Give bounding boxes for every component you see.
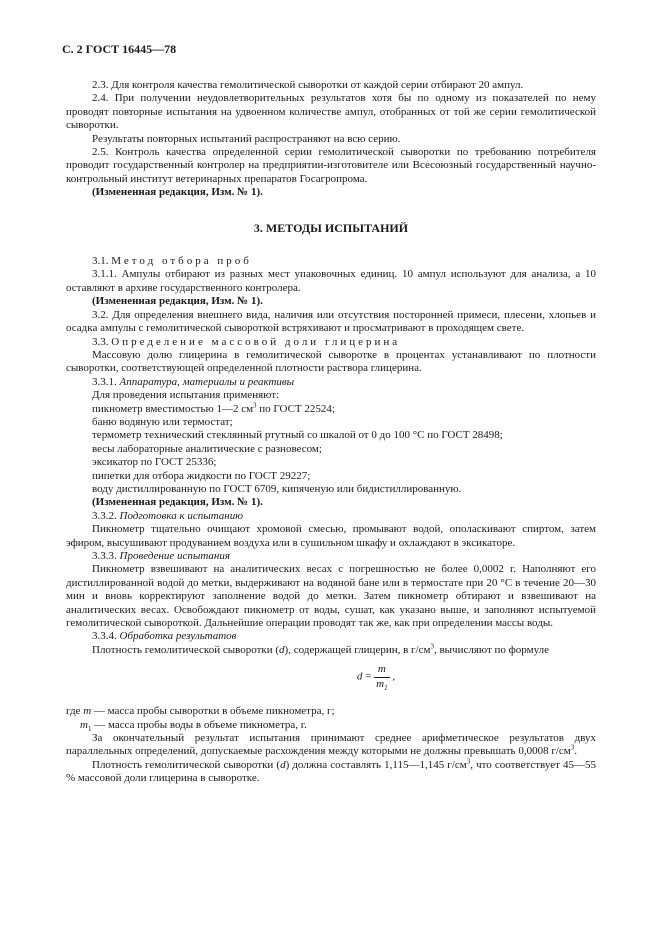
clause-title: Обработка результатов [119, 630, 237, 643]
clause-title: Проведение испытания [119, 550, 230, 562]
clause-2-5: 2.5. Контроль качества определенной серии гемолитической сыворотки по требованию потребителя проводит государственный контролер на предприятии-изготовителе или Всесоюзный государственный научно-контрольный институт ветеринарных препаратов Госагропрома. [66, 146, 596, 185]
clause-2-4: 2.4. При получении неудовлетворительных результатов хотя бы по одному из показателей по нему проводят повторные испытания на удвоенном количестве ампул, отобранных от той же серии гемолитической сыворотки. [66, 92, 596, 132]
amendment-note: (Измененная редакция, Изм. № 1). [92, 295, 263, 308]
equipment-item: баню водяную или термостат; [92, 415, 233, 428]
clause-3-3-3: Пикнометр взвешивают на аналитических весах с погрешностью не более 0,0002 г. Наполняют его дистиллированной водой до метки, выдерживают на водяной бане или в термостате при 20 °С в течение 20—30 мин и вновь корректируют заполнение водой до метки. Затем пикнометр обтирают и взвешивают на аналитических весах. Освобождают пикнометр от воды, сушат, как указано выше, и заполняют испытуемой гемолитической сывороткой. Дальнейшие операции проводят так же, как при определении массы воды. [66, 563, 596, 630]
equipment-item: эксикатор по ГОСТ 25336; [92, 456, 217, 469]
formula-equals: = [362, 670, 375, 683]
formula-denominator: $m_1$ [376, 677, 388, 692]
clause-3-3-2: Пикнометр тщательно очищают хромовой смесью, промывают водой, ополаскивают спиртом, затем эфиром, высушивают продуванием воздуха или в сушильном шкафу и охлаждают в эксикаторе. [66, 523, 596, 549]
equipment-intro: Для проведения испытания применяют: [92, 389, 280, 402]
density-norm: Плотность гемолитической сыворотки (d) должна составлять 1,115—1,145 $г/см^3$, что соответствует 45—55 % массовой доли глицерина в сыворотке. [66, 757, 596, 785]
equipment-item: воду дистиллированную по ГОСТ 6709, кипяченую или бидистиллированную. [92, 482, 462, 495]
formula-numerator: m [374, 663, 389, 677]
clause-title: Аппаратура, материалы и реактивы [119, 375, 295, 388]
clause-3-3-4-heading [66, 630, 596, 643]
clause-3-3-2-heading [66, 510, 596, 523]
clause-3-1-heading [66, 255, 596, 268]
formula-tail: , [389, 670, 396, 683]
formula-lhs: d [356, 670, 363, 683]
amendment-note: (Измененная редакция, Изм. № 1). [92, 186, 263, 199]
clause-3-3-heading [66, 336, 596, 349]
clause-2-4-note: Результаты повторных испытаний распространяют на всю серию. [92, 132, 401, 145]
clause-number: 3.3.3. [92, 550, 117, 562]
clause-number: 3.3.1. [92, 375, 117, 388]
section-title: 3. МЕТОДЫ ИСПЫТАНИЙ [253, 220, 409, 235]
equipment-item: термометр технический стеклянный ртутный со шкалой от 0 до 100 °С по ГОСТ 28498; [92, 429, 503, 442]
clause-title: Метод отбора проб [111, 255, 252, 268]
equipment-item: пипетки для отбора жидкости по ГОСТ 29227; [92, 469, 311, 482]
density-intro: Плотность гемолитической сыворотки (d), содержащей глицерин, в $г/см^3$, вычисляют по формуле [92, 642, 549, 656]
clause-number: 3.3.4. [92, 630, 117, 643]
clause-3-2: 3.2. Для определения внешнего вида, наличия или отсутствия посторонней примеси, плесени, хлопьев и осадка ампулы с гемолитической сывороткой встряхивают и просматривают в проходящем свете. [66, 308, 596, 335]
formula-fraction [374, 663, 389, 691]
density-formula [156, 663, 596, 699]
clause-3-1-1: 3.1.1. Ампулы отбирают из разных мест упаковочных единиц. 10 ампул используют для анализа, а 10 оставляют в архиве государственного контролера. [66, 268, 596, 294]
clause-number: 3.1. [92, 255, 109, 268]
document-body [66, 79, 596, 786]
clause-3-3: Массовую долю глицерина в гемолитической сыворотке в процентах устанавливают по плотности сыворотки, соответствующей определенной плотности раствора глицерина. [66, 348, 596, 375]
where-line-1: где m — масса пробы сыворотки в объеме пикнометра, г; [66, 705, 335, 718]
clause-title: Подготовка к испытанию [119, 509, 244, 522]
clause-number: 3.3. [92, 335, 109, 348]
equipment-item: пикнометр вместимостью 1—2 $см^3$ по ГОСТ 22524; [92, 400, 335, 415]
clause-title: Определение массовой доли глицерина [111, 335, 401, 348]
clause-number: 3.3.2. [92, 509, 117, 522]
final-result: За окончательный результат испытания принимают среднее арифметическое результатов двух параллельных определений, допускаемые расхождения между которыми не должны превышать 0,0008 $г/см^3$. [66, 732, 596, 758]
clause-3-3-1-heading [66, 376, 596, 389]
where-line-2: $m_1$ — масса пробы воды в объеме пикнометра, г. [80, 718, 307, 733]
equipment-item: весы лабораторные аналитические с разновесом; [92, 442, 322, 455]
clause-3-3-3-heading [66, 550, 596, 563]
clause-2-3: 2.3. Для контроля качества гемолитической сыворотки от каждой серии отбирают 20 ампул. [92, 79, 524, 91]
page-header: С. 2 ГОСТ 16445—78 [62, 42, 177, 56]
amendment-note: (Измененная редакция, Изм. № 1). [92, 496, 263, 509]
